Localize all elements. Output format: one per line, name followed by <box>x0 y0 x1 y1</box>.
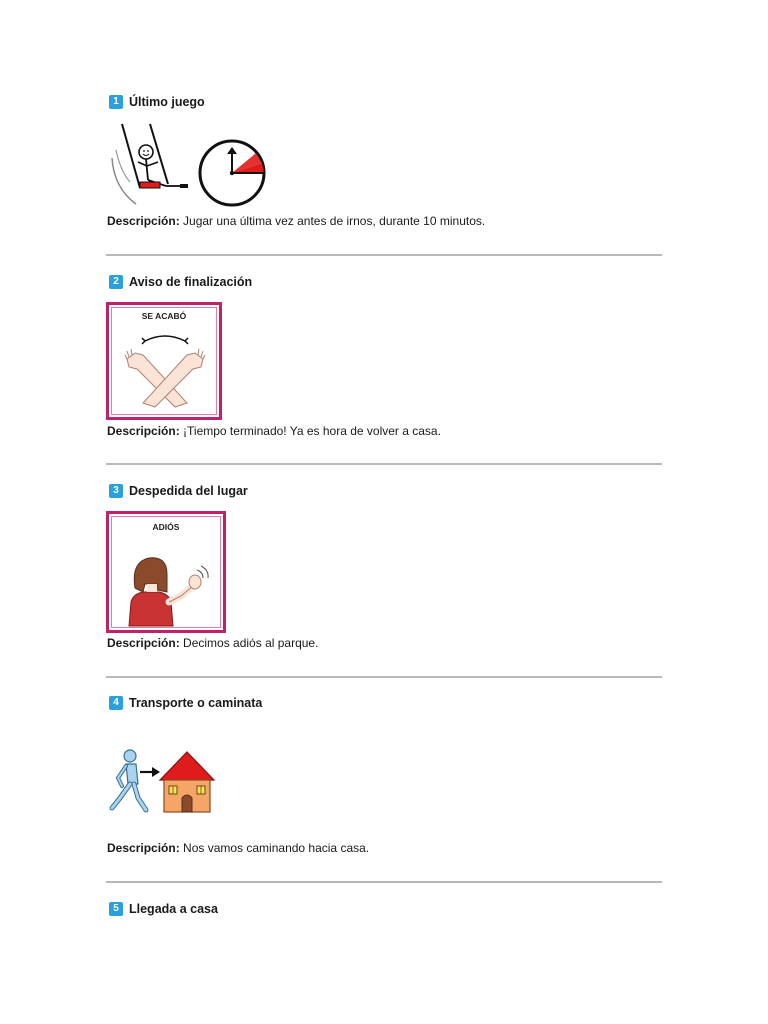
step-3-heading <box>109 483 248 499</box>
step-4-heading <box>109 695 262 711</box>
step-1-description <box>107 214 485 228</box>
crossed-arms-icon <box>123 329 207 409</box>
step-2-heading <box>109 274 252 290</box>
description-label: Descripción: <box>107 841 180 855</box>
step-2-description <box>107 424 441 438</box>
adios-pictogram <box>106 511 226 633</box>
step-5-title: Llegada a casa <box>129 902 218 916</box>
step-4-description-text: Nos vamos caminando hacia casa. <box>183 841 370 855</box>
description-label: Descripción: <box>107 636 180 650</box>
section-divider <box>106 254 662 256</box>
step-2-description-text: ¡Tiempo terminado! Ya es hora de volver a casa. <box>183 424 441 438</box>
step-2-number-badge: 2 <box>109 275 123 289</box>
clock-timer-icon <box>196 137 272 209</box>
step-1-heading <box>109 94 205 110</box>
house-icon <box>158 750 216 814</box>
step-4-title: Transporte o caminata <box>129 696 263 710</box>
pictogram-label: ADIÓS <box>152 522 180 532</box>
step-4-description <box>107 841 369 855</box>
step-5-heading <box>109 901 218 917</box>
walking-person-icon <box>108 748 162 814</box>
step-1-number-badge: 1 <box>109 95 123 109</box>
section-divider <box>106 881 662 883</box>
step-3-description <box>107 636 318 650</box>
step-1-title: Último juego <box>129 95 205 109</box>
step-5-number-badge: 5 <box>109 902 123 916</box>
waving-person-icon <box>123 540 213 628</box>
step-1-description-text: Jugar una última vez antes de irnos, durante 10 minutos. <box>183 214 486 228</box>
swing-icon <box>110 122 192 208</box>
step-4-number-badge: 4 <box>109 696 123 710</box>
step-3-number-badge: 3 <box>109 484 123 498</box>
step-2-title: Aviso de finalización <box>129 275 253 289</box>
pictogram-label: SE ACABÓ <box>141 311 187 321</box>
se-acabo-pictogram <box>106 302 222 420</box>
description-label: Descripción: <box>107 424 180 438</box>
step-3-title: Despedida del lugar <box>129 484 248 498</box>
step-3-description-text: Decimos adiós al parque. <box>183 636 319 650</box>
description-label: Descripción: <box>107 214 180 228</box>
section-divider <box>106 676 662 678</box>
section-divider <box>106 463 662 465</box>
